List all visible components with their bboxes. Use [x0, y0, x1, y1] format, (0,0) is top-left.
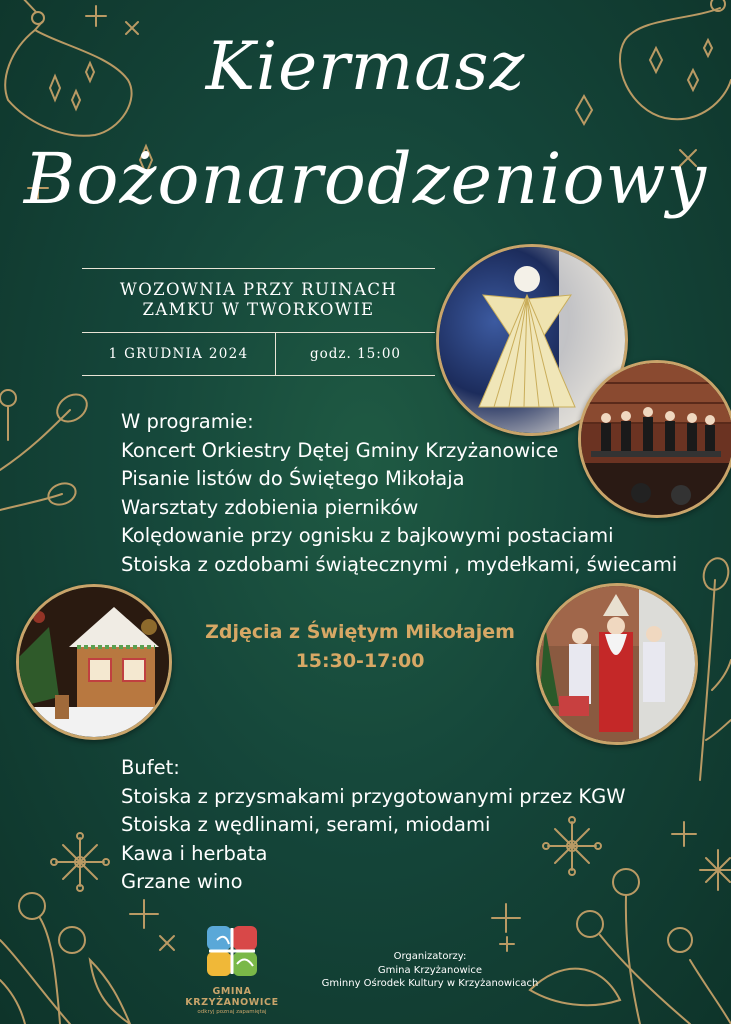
santa-photo-time: 15:30-17:00: [295, 650, 425, 672]
organizer-1: Gmina Krzyżanowice: [377, 964, 483, 976]
list-item: Koncert Orkiestry Dętej Gminy Krzyżanowice: [121, 438, 559, 462]
list-item: Kolędowanie przy ognisku z bajkowymi postaciami: [121, 524, 614, 547]
program-heading: W programie:: [121, 410, 254, 433]
gingerbread-house-image: [19, 587, 169, 737]
organizers: [300, 950, 560, 991]
venue: WOZOWNIA PRZY RUINACH ZAMKU W TWORKOWIE: [119, 280, 398, 319]
santa-image: [539, 586, 695, 742]
event-time: godz. 15:00: [309, 346, 401, 362]
list-item: Grzane wino: [121, 870, 243, 893]
logo-name: GMINA KRZYŻANOWICE: [185, 986, 279, 1008]
title-line-2: Bożonarodzeniowy: [23, 138, 708, 220]
buffet-list: [121, 754, 626, 897]
municipality-logo: [170, 924, 294, 1015]
branch-left-icon: [0, 389, 92, 510]
organizers-label: Organizatorzy:: [393, 951, 467, 962]
list-item: Stoiska z ozdobami świątecznymi , mydełkami, świecami: [121, 552, 678, 576]
photo-gingerbread-house: [16, 584, 172, 740]
event-info: [82, 268, 435, 376]
santa-photo-heading: Zdjęcia z Świętym Mikołajem: [205, 621, 515, 643]
snowflake-edge-icon: [700, 850, 731, 890]
title-line-1: Kiermasz: [205, 28, 526, 105]
photo-santa: [536, 583, 698, 745]
municipality-logo-icon: [205, 924, 259, 978]
list-item: Kawa i herbata: [121, 841, 268, 865]
list-item: Stoiska z wędlinami, serami, miodami: [121, 813, 491, 836]
snowflake-left-icon: [51, 833, 109, 891]
date-time-row: [82, 333, 435, 375]
program-list: [121, 408, 677, 579]
branch-right-icon: [700, 555, 731, 780]
holly-bottom-left-icon: [0, 893, 130, 1024]
organizer-2: Gminny Ośrodek Kultury w Krzyżanowicach: [321, 978, 539, 989]
list-item: Warsztaty zdobienia pierników: [121, 495, 419, 519]
divider: [82, 375, 435, 376]
logo-tagline: odkryj poznaj zapamiętaj: [197, 1009, 267, 1015]
list-item: Stoiska z przysmakami przygotowanymi przez KGW: [121, 784, 626, 808]
buffet-heading: Bufet:: [121, 756, 180, 779]
event-date: 1 GRUDNIA 2024: [108, 346, 249, 362]
list-item: Pisanie listów do Świętego Mikołaja: [121, 467, 465, 490]
